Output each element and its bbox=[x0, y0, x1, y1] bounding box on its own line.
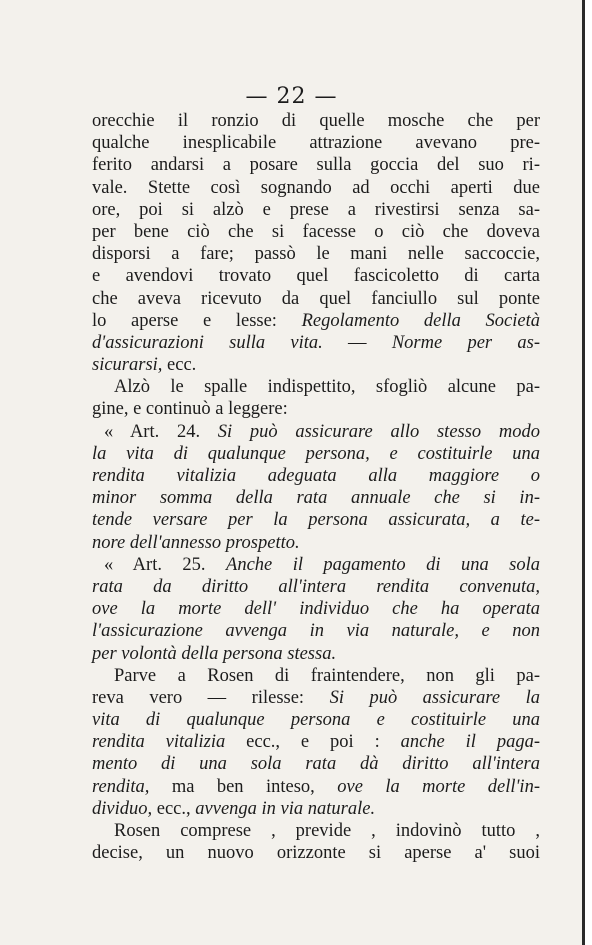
text-line: per volontà della persona stessa. bbox=[92, 643, 337, 664]
text-line: rata da diritto all'intera rendita convenuta, bbox=[92, 576, 540, 597]
text-segment: « Art. 24. bbox=[104, 421, 218, 442]
text-segment-italic: avvenga in via naturale. bbox=[195, 798, 376, 819]
body-text bbox=[92, 110, 540, 864]
text-line bbox=[92, 354, 540, 376]
text-segment-italic: Si può assicurare la bbox=[329, 687, 540, 708]
text-line: decise, un nuovo orizzonte si aperse a' suoi bbox=[92, 843, 540, 864]
text-line bbox=[92, 798, 540, 820]
text-line bbox=[92, 776, 540, 798]
text-line: vale. Stette così sognando ad occhi aperti due bbox=[92, 177, 540, 198]
page-number: — 22 — bbox=[245, 84, 338, 109]
text-line: minor somma della rata annuale che si in- bbox=[92, 488, 540, 509]
text-line: la vita di qualunque persona, e costituirle una bbox=[92, 443, 540, 464]
text-line: ore, poi si alzò e prese a rivestirsi senza sa- bbox=[92, 199, 540, 220]
text-line: rendita vitalizia adeguata alla maggiore o bbox=[92, 466, 540, 486]
text-segment: reva vero — rilesse: bbox=[92, 687, 330, 708]
text-segment: ma ben inteso, bbox=[149, 776, 338, 797]
text-line: ferito andarsi a posare sulla goccia del suo ri- bbox=[92, 155, 540, 176]
text-line: nore dell'annesso prospetto. bbox=[92, 532, 300, 553]
text-line: Rosen comprese , previde , indovinò tutto , bbox=[114, 821, 540, 841]
text-line: Alzò le spalle indispettito, sfogliò alcune pa- bbox=[114, 377, 540, 398]
text-line: l'assicurazione avvenga in via naturale, e non bbox=[92, 621, 540, 642]
text-line bbox=[92, 421, 540, 443]
text-line bbox=[92, 731, 540, 753]
text-line bbox=[92, 310, 540, 332]
text-segment-italic: d'assicurazioni sulla vita. bbox=[92, 332, 323, 353]
text-segment-italic: Si può assicurare allo stesso modo bbox=[217, 421, 540, 442]
text-segment-italic: Anche il pagamento di una sola bbox=[226, 554, 540, 575]
text-segment-italic: rendita, bbox=[92, 776, 150, 797]
page-edge bbox=[582, 0, 585, 945]
text-segment-italic: anche il paga- bbox=[400, 732, 540, 753]
text-line bbox=[92, 687, 540, 709]
text-segment: lo aperse e lesse: bbox=[92, 310, 302, 331]
text-segment-italic: sicurarsi, bbox=[92, 355, 163, 376]
text-segment-italic: ove la morte dell'in- bbox=[337, 776, 540, 797]
text-line: disporsi a fare; passò le mani nelle saccoccie, bbox=[92, 244, 540, 265]
text-line: che aveva ricevuto da quel fanciullo sul ponte bbox=[92, 288, 540, 309]
text-line: gine, e continuò a leggere: bbox=[92, 399, 288, 420]
text-segment-italic: Regolamento della Società bbox=[301, 310, 540, 331]
text-segment-italic: rendita vitalizia bbox=[92, 732, 226, 753]
text-line: e avendovi trovato quel fascicoletto di carta bbox=[92, 266, 540, 287]
text-line: mento di una sola rata dà diritto all'intera bbox=[92, 754, 540, 775]
text-segment: ecc., bbox=[152, 798, 196, 819]
text-line: ove la morte dell' individuo che ha operata bbox=[92, 599, 540, 620]
text-segment: ecc., e poi : bbox=[225, 732, 401, 753]
text-line: tende versare per la persona assicurata, a te- bbox=[92, 510, 540, 531]
text-segment-italic: Norme per as- bbox=[391, 332, 541, 353]
text-segment: — bbox=[322, 332, 392, 353]
text-segment: ecc. bbox=[162, 355, 197, 376]
text-line: Parve a Rosen di fraintendere, non gli pa- bbox=[114, 665, 540, 686]
text-line: orecchie il ronzio di quelle mosche che per bbox=[92, 111, 540, 131]
text-segment-italic: dividuo, bbox=[92, 798, 153, 819]
text-segment: « Art. 25. bbox=[104, 554, 227, 575]
text-line: qualche inesplicabile attrazione avevano pre- bbox=[92, 133, 540, 154]
text-line: vita di qualunque persona e costituirle una bbox=[92, 710, 540, 731]
text-line bbox=[92, 554, 540, 576]
text-line: per bene ciò che si facesse o ciò che doveva bbox=[92, 221, 540, 242]
text-line bbox=[92, 332, 540, 354]
